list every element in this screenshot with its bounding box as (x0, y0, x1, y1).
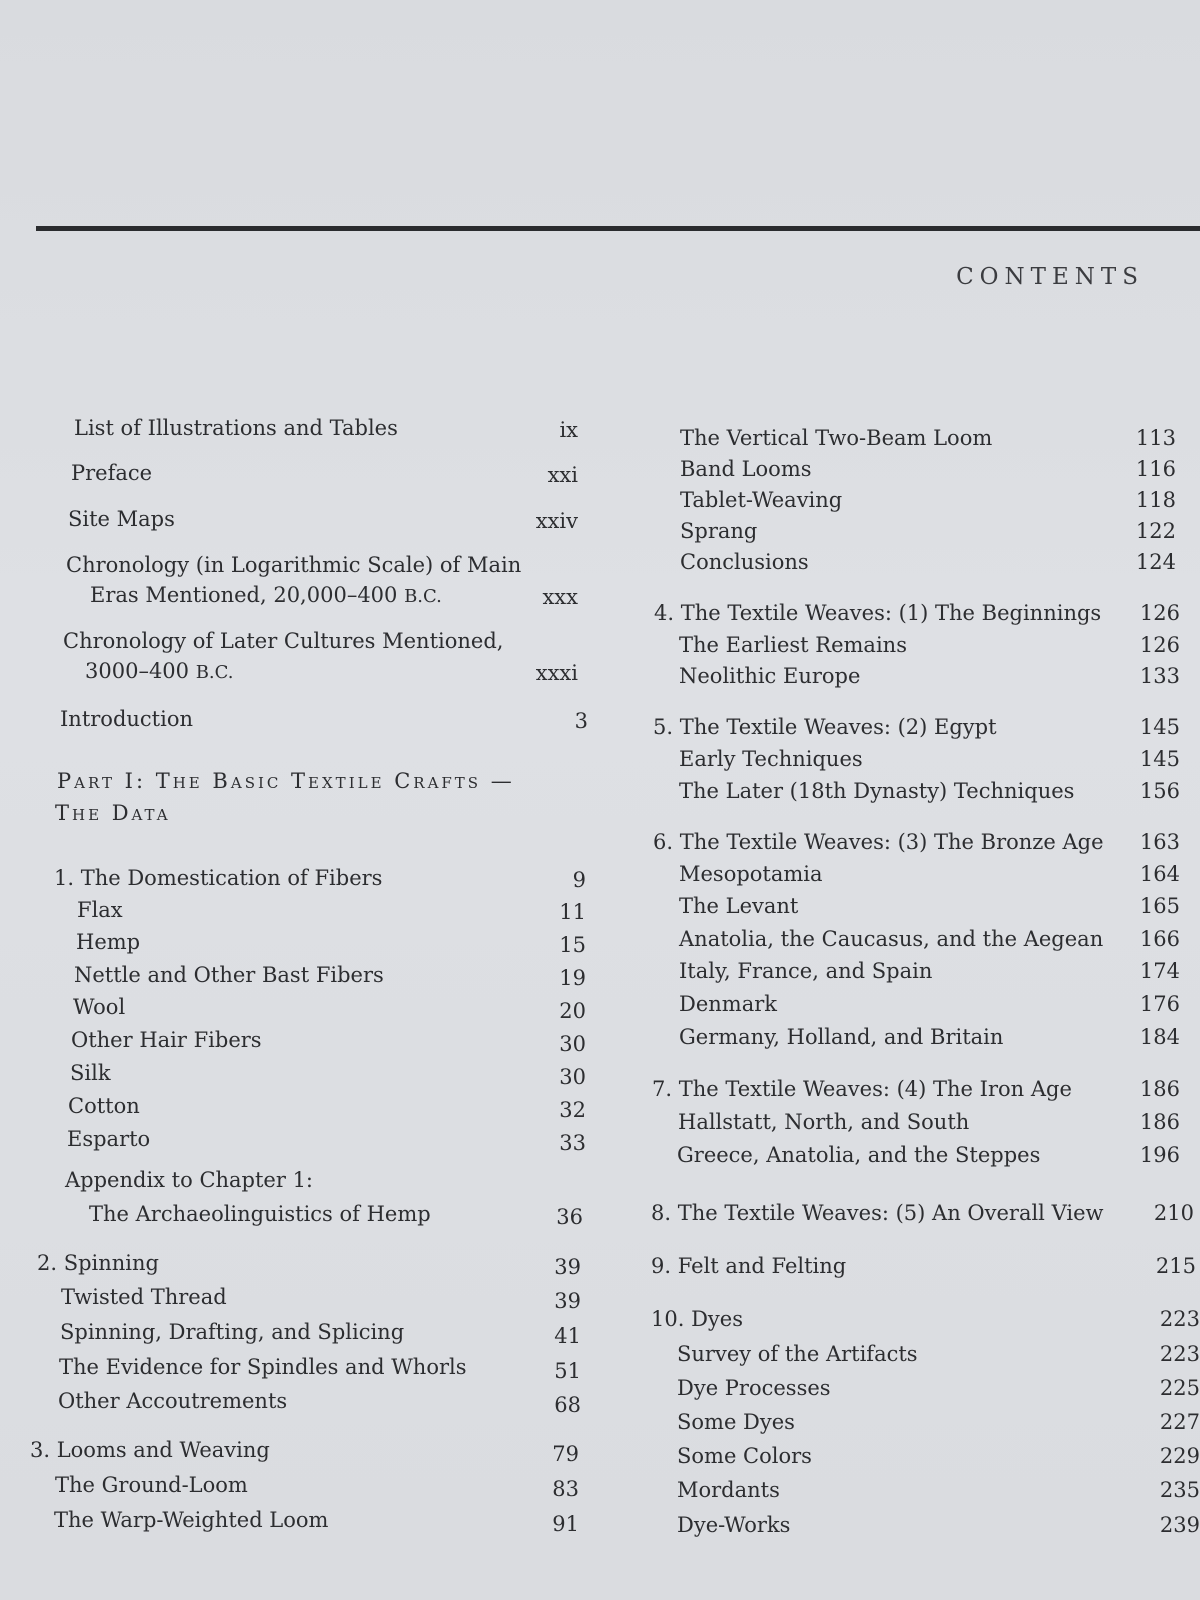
toc-entry-page: xxx (542, 585, 578, 609)
toc-entry-page: 41 (554, 1324, 581, 1348)
toc-entry-title: Flax (77, 898, 123, 922)
part-heading-cont: The Data (55, 801, 171, 825)
toc-entry-page: 174 (1139, 959, 1180, 983)
toc-entry-title: Nettle and Other Bast Fibers (74, 963, 384, 987)
toc-entry-title: Site Maps (68, 507, 175, 531)
toc-entry-title: Band Looms (680, 457, 812, 481)
toc-entry-page: 51 (554, 1359, 581, 1383)
toc-entry-page: xxi (547, 463, 578, 487)
toc-entry-title: Italy, France, and Spain (679, 959, 933, 983)
toc-entry-title: Dye Processes (677, 1376, 831, 1400)
toc-entry-title: The Levant (679, 894, 799, 918)
toc-entry-title: 6. The Textile Weaves: (3) The Bronze Age (653, 830, 1104, 854)
toc-entry-title: Spinning, Drafting, and Splicing (60, 1320, 405, 1344)
toc-entry-page: 163 (1139, 830, 1180, 854)
toc-entry-title: Other Accoutrements (58, 1389, 288, 1413)
era-label: B.C. (404, 586, 442, 607)
era-label: B.C. (195, 662, 234, 683)
toc-entry-page: 223 (1159, 1307, 1200, 1331)
toc-entry-title: 8. The Textile Weaves: (5) An Overall View (651, 1201, 1104, 1225)
toc-entry-page: 225 (1159, 1376, 1200, 1400)
toc-entry-title: Hallstatt, North, and South (678, 1110, 970, 1134)
toc-entry-page: 145 (1139, 715, 1180, 739)
toc-entry-title: Anatolia, the Caucasus, and the Aegean (679, 927, 1104, 951)
toc-entry-text: Eras Mentioned, 20,000–400 (90, 583, 405, 607)
toc-entry-page: 210 (1153, 1201, 1194, 1225)
toc-entry-page: 122 (1135, 519, 1176, 543)
top-rule (36, 226, 1200, 231)
contents-heading: CONTENTS (956, 264, 1144, 290)
toc-entry-title: Some Dyes (677, 1410, 795, 1434)
toc-entry-page: 186 (1139, 1077, 1180, 1101)
toc-entry-title: Introduction (60, 707, 193, 731)
toc-entry-title: 10. Dyes (651, 1307, 743, 1331)
toc-entry-page: 116 (1135, 457, 1176, 481)
toc-entry-page: 30 (559, 1065, 586, 1089)
toc-entry-page: 36 (556, 1205, 583, 1229)
toc-entry-page: 229 (1159, 1444, 1200, 1468)
toc-entry-page: 133 (1139, 664, 1180, 688)
toc-entry-title: Germany, Holland, and Britain (679, 1025, 1004, 1049)
toc-entry-page: 165 (1139, 894, 1180, 918)
toc-entry-page: 164 (1139, 862, 1180, 886)
toc-entry-page: 19 (559, 966, 586, 990)
toc-entry-page: 184 (1139, 1025, 1180, 1049)
toc-entry-title: Some Colors (677, 1444, 812, 1468)
toc-entry-title: Twisted Thread (61, 1285, 227, 1309)
toc-entry-title: 4. The Textile Weaves: (1) The Beginnings (654, 601, 1102, 625)
toc-entry-page: 91 (552, 1512, 579, 1536)
toc-entry-page: 32 (559, 1098, 586, 1122)
toc-entry-page: 235 (1159, 1478, 1200, 1502)
toc-entry-page: 9 (572, 868, 586, 892)
toc-entry-title: The Evidence for Spindles and Whorls (59, 1355, 467, 1379)
toc-entry-title-cont (90, 582, 442, 610)
toc-entry-page: 145 (1139, 747, 1180, 771)
toc-entry-title: Hemp (76, 930, 141, 954)
toc-entry-title: Dye-Works (677, 1513, 791, 1537)
toc-entry-page: xxxi (535, 661, 578, 685)
toc-entry-page: 126 (1139, 601, 1180, 625)
toc-entry-page: 118 (1135, 488, 1176, 512)
toc-entry-title: 2. Spinning (37, 1251, 159, 1275)
toc-entry-title: Cotton (68, 1094, 140, 1118)
part-heading: Part I: The Basic Textile Crafts — (57, 769, 515, 793)
toc-entry-title: Appendix to Chapter 1: (65, 1168, 314, 1192)
toc-entry-page: 196 (1139, 1143, 1180, 1167)
toc-entry-title: Sprang (680, 519, 758, 543)
toc-entry-page: xxiv (535, 509, 578, 533)
toc-entry-title: 7. The Textile Weaves: (4) The Iron Age (652, 1077, 1072, 1101)
toc-entry-text: 3000–400 (85, 659, 196, 683)
toc-entry-title: Survey of the Artifacts (677, 1342, 918, 1366)
toc-entry-title: Conclusions (680, 550, 809, 574)
toc-entry-page: 79 (552, 1442, 579, 1466)
toc-entry-title: Greece, Anatolia, and the Steppes (677, 1143, 1041, 1167)
toc-entry-title: Wool (73, 995, 126, 1019)
toc-entry-page: 126 (1139, 633, 1180, 657)
toc-entry-title: Mesopotamia (679, 862, 823, 886)
toc-entry-title: Preface (71, 461, 153, 485)
toc-entry-page: 33 (559, 1131, 586, 1155)
toc-entry-page: 113 (1135, 426, 1176, 450)
toc-entry-page: 15 (559, 933, 586, 957)
toc-entry-page: 176 (1139, 992, 1180, 1016)
toc-entry-page: 20 (559, 999, 586, 1023)
toc-entry-title: 3. Looms and Weaving (30, 1438, 270, 1462)
toc-entry-page: 239 (1159, 1513, 1200, 1537)
toc-entry-title: Neolithic Europe (679, 664, 861, 688)
toc-entry-title-cont (85, 658, 234, 686)
toc-entry-title: Esparto (67, 1127, 151, 1151)
toc-entry-title: The Ground-Loom (55, 1473, 248, 1497)
toc-entry-title: Tablet-Weaving (680, 488, 843, 512)
toc-entry-title: The Earliest Remains (679, 633, 907, 657)
toc-entry-title: The Vertical Two-Beam Loom (680, 426, 993, 450)
toc-entry-title: 5. The Textile Weaves: (2) Egypt (653, 715, 997, 739)
toc-entry-page: 156 (1139, 779, 1180, 803)
toc-entry-page: 166 (1139, 927, 1180, 951)
toc-entry-title: Chronology (in Logarithmic Scale) of Main (66, 553, 522, 577)
toc-entry-page: 39 (554, 1255, 581, 1279)
toc-entry-title: Other Hair Fibers (71, 1028, 262, 1052)
toc-entry-page: 39 (554, 1289, 581, 1313)
toc-entry-page: 227 (1159, 1410, 1200, 1434)
toc-entry-title: Early Techniques (679, 747, 863, 771)
toc-entry-page: 186 (1139, 1110, 1180, 1134)
toc-entry-title: Denmark (679, 992, 777, 1016)
toc-entry-page: 83 (552, 1477, 579, 1501)
toc-entry-title: Mordants (677, 1478, 780, 1502)
toc-entry-page: 30 (559, 1032, 586, 1056)
toc-entry-page: 215 (1155, 1254, 1196, 1278)
toc-entry-page: 3 (574, 709, 588, 733)
toc-entry-title: The Warp-Weighted Loom (54, 1508, 329, 1532)
toc-entry-page: 223 (1159, 1342, 1200, 1366)
toc-entry-page: 124 (1135, 550, 1176, 574)
toc-entry-title: Silk (70, 1061, 111, 1085)
toc-entry-title: Chronology of Later Cultures Mentioned, (63, 629, 504, 653)
toc-entry-title: 9. Felt and Felting (651, 1254, 847, 1278)
toc-entry-title: List of Illustrations and Tables (74, 416, 398, 440)
toc-entry-page: 11 (559, 900, 586, 924)
toc-entry-title: 1. The Domestication of Fibers (54, 866, 383, 890)
toc-entry-title-cont: The Archaeolinguistics of Hemp (89, 1202, 431, 1226)
toc-entry-page: ix (559, 418, 578, 442)
toc-entry-title: The Later (18th Dynasty) Techniques (679, 779, 1075, 803)
toc-entry-page: 68 (554, 1393, 581, 1417)
